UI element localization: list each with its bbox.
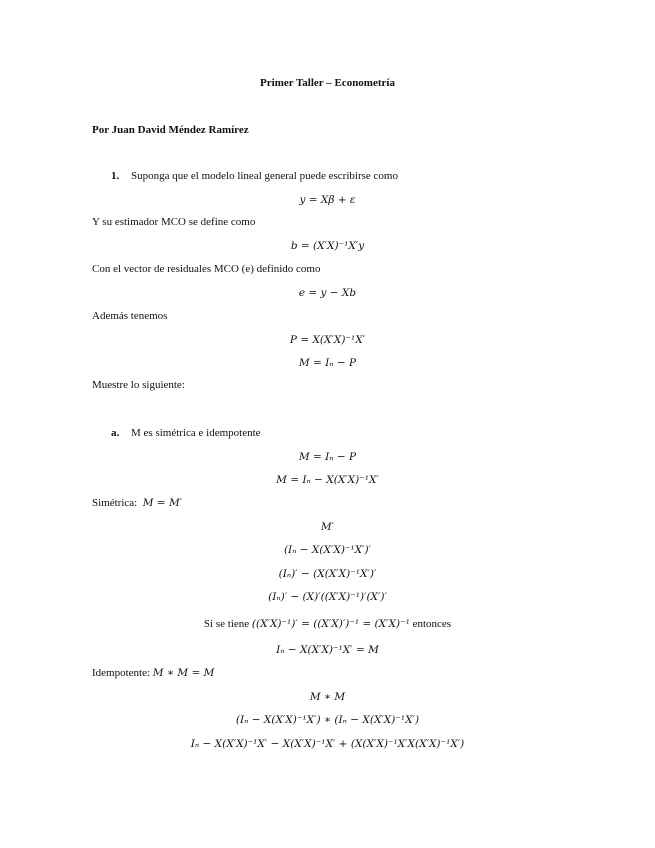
part-label: a.: [111, 427, 120, 439]
idempotent-step-1: M ∗ M: [309, 691, 346, 703]
step-5-equation: ((X′X)⁻¹)′ = ((X′X)′)⁻¹ = (X′X)⁻¹: [251, 618, 410, 630]
step-5-suffix: entonces: [412, 618, 452, 630]
symmetric-step-2: (Iₙ − X(X′X)⁻¹X′)′: [283, 544, 372, 556]
idempotent-step-3: Iₙ − X(X′X)⁻¹X′ − X(X′X)⁻¹X′ + (X(X′X)⁻¹X′X(X′X)⁻¹X′): [190, 738, 465, 750]
equation-P: P = X(X′X)⁻¹X′: [289, 334, 366, 346]
equation-residuals: e = y − Xb: [298, 287, 357, 299]
question-number: 1.: [111, 170, 120, 182]
equation-M: M = Iₙ − P: [298, 357, 357, 369]
show-text: Muestre lo siguiente:: [92, 379, 185, 391]
equation-model: y = Xβ + ε: [299, 194, 356, 206]
also-text: Además tenemos: [92, 310, 168, 322]
idempotent-line: [92, 668, 214, 679]
symmetric-step-5: [0, 619, 655, 630]
symmetric-label: Simétrica:: [92, 497, 138, 509]
idempotent-equation: M ∗ M = M: [152, 667, 215, 679]
symmetric-equation: M = M′: [142, 497, 183, 509]
estimator-text: Y su estimador MCO se define como: [92, 216, 256, 228]
question-text: Suponga que el modelo lineal general puede escribirse como: [131, 170, 398, 182]
equation-a2: M = Iₙ − X(X′X)⁻¹X′: [276, 474, 379, 486]
question-1: [111, 171, 398, 182]
symmetric-line: [92, 498, 182, 509]
equation-a1: M = Iₙ − P: [298, 451, 357, 463]
part-text: M es simétrica e idempotente: [131, 427, 261, 439]
step-5-prefix: Si se tiene: [203, 618, 250, 630]
author-line: Por Juan David Méndez Ramírez: [92, 124, 249, 136]
residuals-text: Con el vector de residuales MCO (e) definido como: [92, 263, 321, 275]
symmetric-step-3: (Iₙ)′ − (X(X′X)⁻¹X′)′: [278, 568, 377, 580]
symmetric-step-4: (Iₙ)′ − (X)′((X′X)⁻¹)′(X′)′: [268, 591, 387, 603]
equation-estimator: b = (X′X)⁻¹X′y: [290, 240, 365, 252]
symmetric-step-6: Iₙ − X(X′X)⁻¹X′ = M: [276, 644, 379, 656]
idempotent-step-2: (Iₙ − X(X′X)⁻¹X′) ∗ (Iₙ − X(X′X)⁻¹X′): [235, 714, 420, 726]
document-title: Primer Taller – Econometría: [260, 77, 395, 89]
part-a: [111, 428, 261, 439]
symmetric-step-1: M′: [320, 521, 335, 533]
idempotent-label: Idempotente:: [92, 667, 151, 679]
